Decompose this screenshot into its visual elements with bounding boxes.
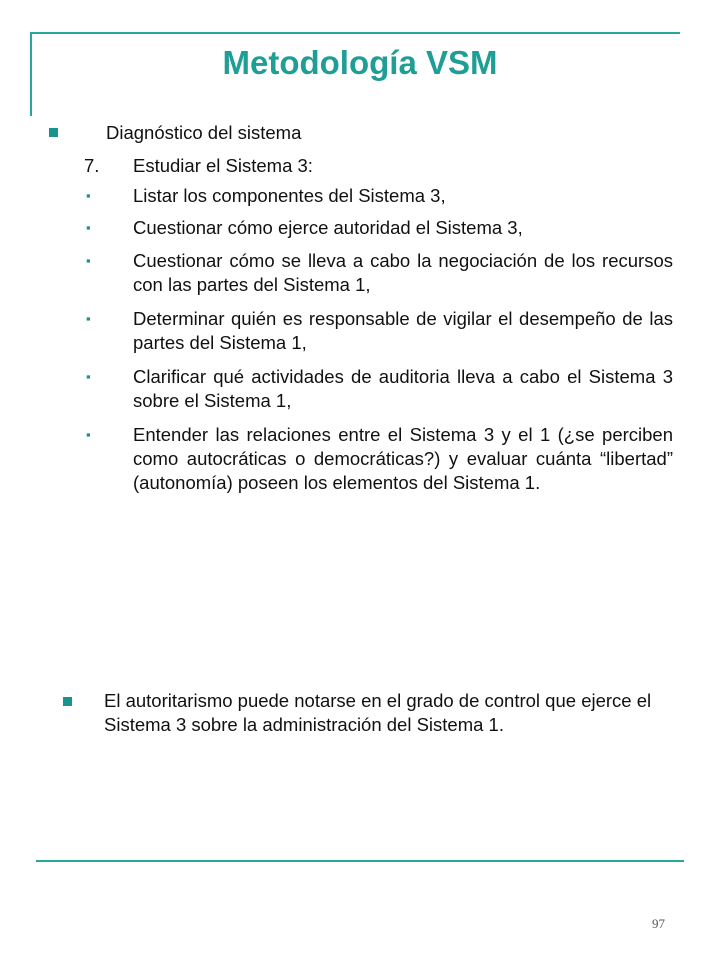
square-bullet-icon [63,697,72,706]
square-bullet-icon [49,128,58,137]
wingdings-square-bullet-icon: ▪ [86,369,91,384]
list-item: Determinar quién es responsable de vigilar el desempeño de las partes del Sistema 1, [133,308,673,353]
note-text: El autoritarismo puede notarse en el grado de control que ejerce el Sistema 3 sobre la administración del Sistema 1. [104,690,652,735]
bottom-rule [36,860,684,862]
list-item: Listar los componentes del Sistema 3, [133,185,446,206]
page-number: 97 [652,916,665,931]
list-item: Entender las relaciones entre el Sistema 3 y el 1 (¿se perciben como autocráticas o democráticas?) y evaluar cuánta “libertad” (autonomía) poseen los elementos del Sistema 1. [133,424,673,493]
list-item: Cuestionar cómo se lleva a cabo la negociación de los recursos con las partes del Sistema 1, [133,250,673,295]
list-item: Clarificar qué actividades de auditoria lleva a cabo el Sistema 3 sobre el Sistema 1, [133,366,673,411]
step-number: 7. [84,155,100,176]
wingdings-square-bullet-icon: ▪ [86,220,91,235]
wingdings-square-bullet-icon: ▪ [86,188,91,203]
wingdings-square-bullet-icon: ▪ [86,311,91,326]
wingdings-square-bullet-icon: ▪ [86,427,91,442]
section-heading: Diagnóstico del sistema [106,122,302,143]
wingdings-square-bullet-icon: ▪ [86,253,91,268]
top-frame-line [30,32,680,34]
step-text: Estudiar el Sistema 3: [133,155,313,176]
slide-title: Metodología VSM [222,44,498,81]
list-item: Cuestionar cómo ejerce autoridad el Sistema 3, [133,217,523,238]
